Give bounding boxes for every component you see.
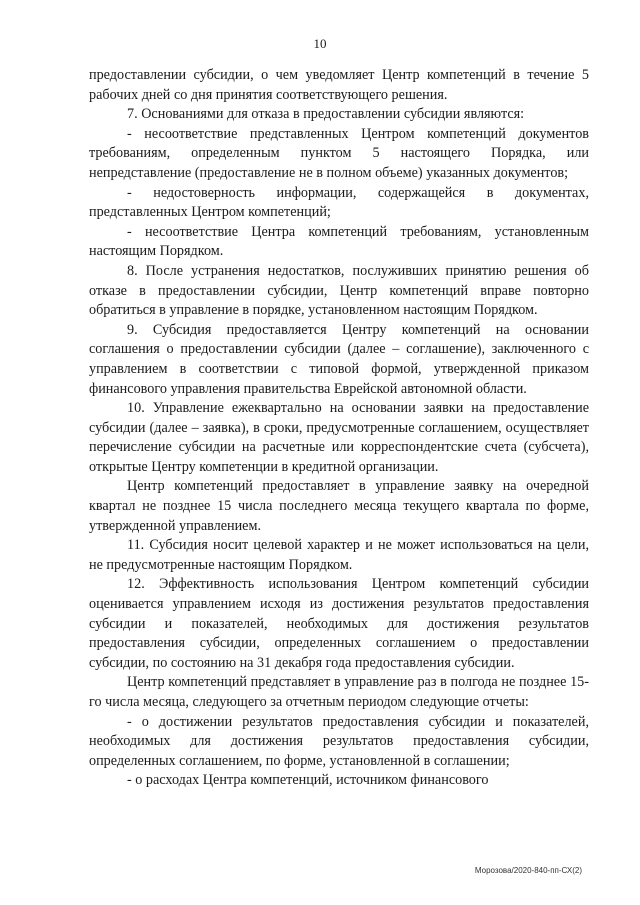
paragraph-item-8: 8. После устранения недостатков, послуживших принятию решения об отказе в предоставлении субсидии, Центр компетенций вправе повторно обратиться в управление в порядке, установленном настоящим Порядком.: [89, 262, 589, 319]
paragraph-item-10: 10. Управление ежеквартально на основании заявки на предоставление субсидии (далее – заявка), в сроки, предусмотренные соглашением, осуществляет перечисление субсидии на расчетные или корреспондентские счета (субсчета), открытые Центру компетенции в кредитной организации.: [89, 400, 589, 475]
paragraph-item-9: 9. Субсидия предоставляется Центру компетенций на основании соглашения о предоставлении субсидии (далее – соглашение), заключенного с управлением в соответствии с типовой формой, утвержденной приказом финансового управления правительства Еврейской автономной области.: [89, 321, 589, 397]
document-code: Морозова/2020-840-пп-СХ(2): [474, 866, 582, 875]
page-number: 10: [313, 36, 327, 51]
paragraph-bullet-requirements: - несоответствие Центра компетенций требованиям, установленным настоящим Порядком.: [89, 223, 589, 260]
paragraph-item-7: 7. Основаниями для отказа в предоставлении субсидии являются:: [127, 106, 525, 123]
paragraph-application-deadline: Центр компетенций предоставляет в управление заявку на очередной квартал не позднее 15 числа последнего месяца текущего квартала по форме, утвержденной управлением.: [89, 478, 589, 534]
paragraph-bullet-documents: - несоответствие представленных Центром компетенций документов требованиям, определенным пунктом 5 настоящего Порядка, или непредставление (предоставление не в полном объеме) указанных документов;: [89, 125, 589, 181]
paragraph-bullet-expenses: - о расходах Центра компетенций, источником финансового: [127, 772, 489, 789]
paragraph-bullet-results: - о достижении результатов предоставления субсидии и показателей, необходимых для достижения результатов предоставления субсидии, определенных соглашением, по форме, установленной в соглашении;: [89, 713, 589, 769]
paragraph-item-11: 11. Субсидия носит целевой характер и не может использоваться на цели, не предусмотренные настоящим Порядком.: [89, 537, 589, 573]
paragraph-item-12: 12. Эффективность использования Центром компетенций субсидии оценивается управлением исходя из достижения результатов предоставления субсидии и показателей, необходимых для достижения результатов предоставления субсидии, определенных соглашением о предоставлении субсидии, по состоянию на 31 декабря года предоставления субсидии.: [89, 576, 589, 671]
paragraph-continuation: предоставлении субсидии, о чем уведомляет Центр компетенций в течение 5 рабочих дней со дня принятия соответствующего решения.: [89, 67, 589, 103]
paragraph-bullet-information: - недостоверность информации, содержащейся в документах, представленных Центром компетенций;: [89, 184, 589, 221]
paragraph-reporting: Центр компетенций представляет в управление раз в полгода не позднее 15-го числа месяца, следующего за отчетным периодом следующие отчеты:: [89, 674, 589, 710]
document-body: [89, 66, 589, 791]
